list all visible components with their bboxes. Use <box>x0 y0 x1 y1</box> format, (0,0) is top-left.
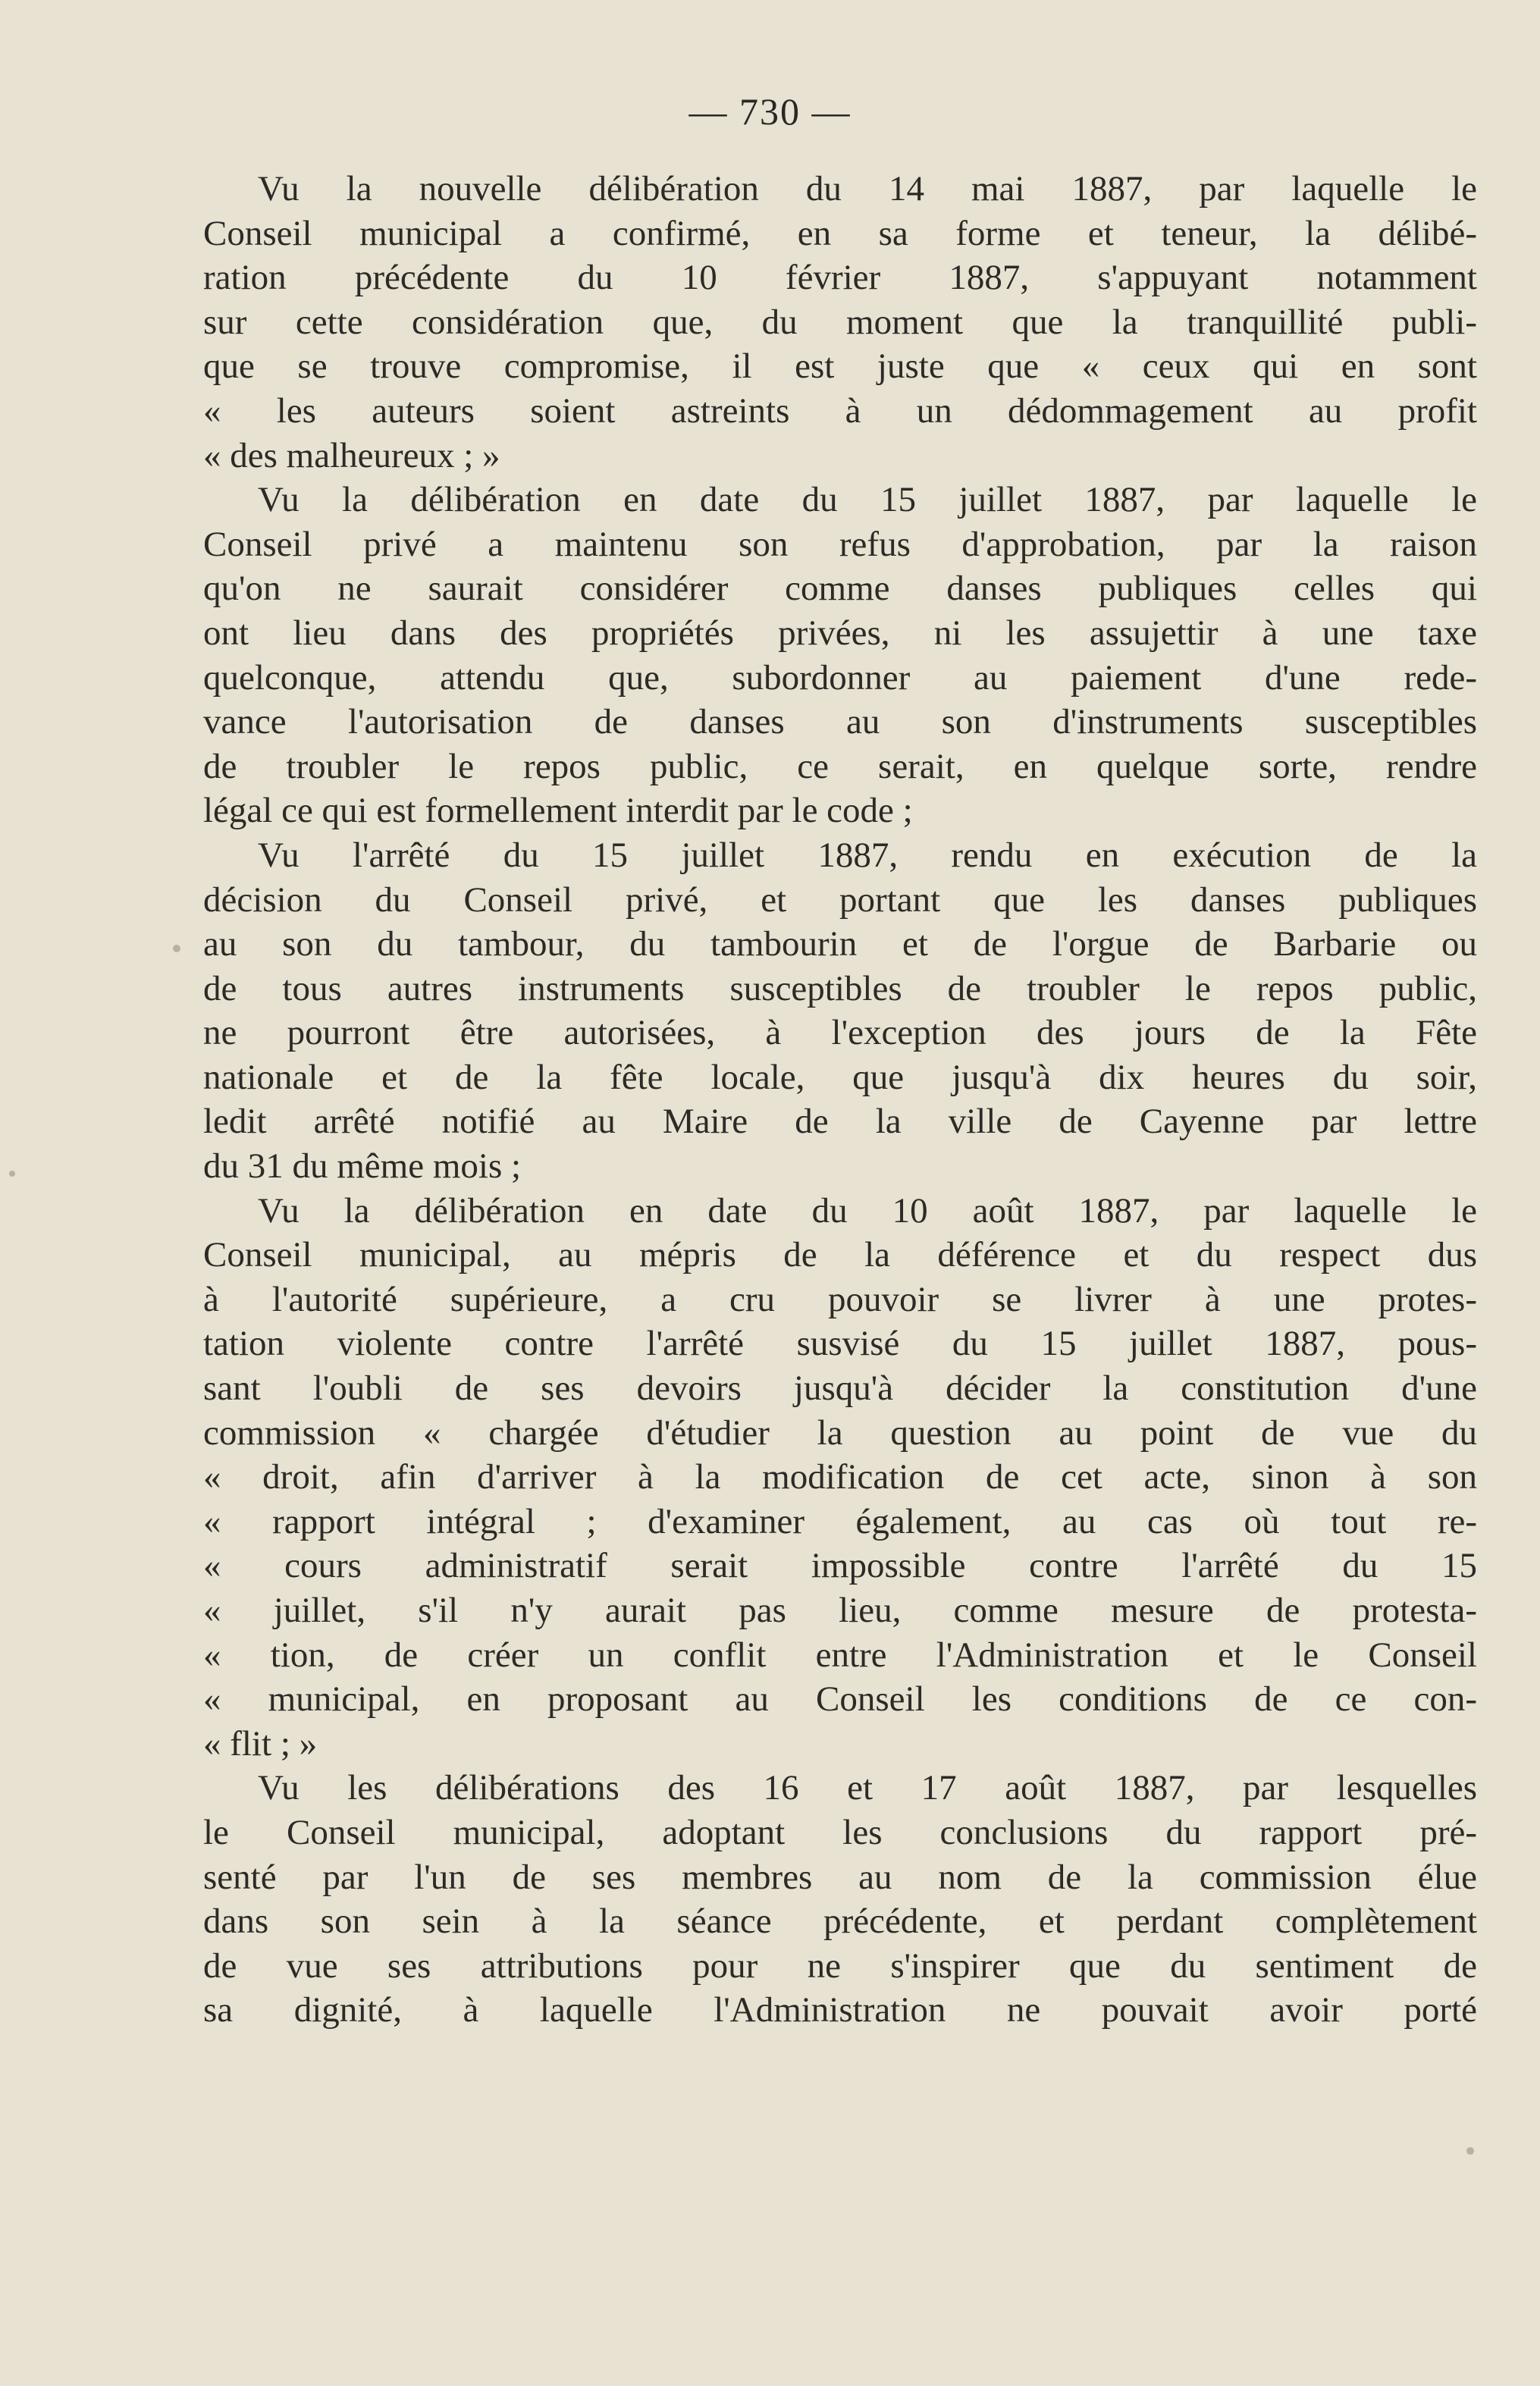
page-number: — 730 — <box>688 90 852 133</box>
margin-mark <box>1466 2147 1474 2155</box>
text-line: « cours administratif serait impossible contre l'arrêté du 15 <box>203 1546 1477 1586</box>
text-line: Vu l'arrêté du 15 juillet 1887, rendu en exécution de la <box>258 835 1477 875</box>
text-line: commission « chargée d'étudier la question au point de vue du <box>203 1412 1477 1453</box>
text-line: au son du tambour, du tambourin et de l'orgue de Barbarie ou <box>203 924 1477 964</box>
margin-mark <box>9 1171 15 1177</box>
text-line: ration précédente du 10 février 1887, s'appuyant notamment <box>203 258 1477 298</box>
text-line: tation violente contre l'arrêté susvisé du 15 juillet 1887, pous- <box>203 1324 1477 1364</box>
text-line: Conseil municipal, au mépris de la déférence et du respect dus <box>203 1235 1477 1275</box>
text-line: Conseil municipal a confirmé, en sa forme et teneur, la délibé- <box>203 213 1477 253</box>
text-line: Vu les délibérations des 16 et 17 août 1887, par lesquelles <box>258 1768 1477 1808</box>
text-line: « juillet, s'il n'y aurait pas lieu, comme mesure de protesta- <box>203 1591 1477 1630</box>
text-line: vance l'autorisation de danses au son d'instruments susceptibles <box>203 702 1477 742</box>
body-text <box>203 167 1477 2033</box>
text-line: Vu la délibération en date du 10 août 1887, par laquelle le <box>258 1190 1477 1231</box>
text-line: ne pourront être autorisées, à l'exception des jours de la Fête <box>203 1013 1477 1053</box>
text-line: ont lieu dans des propriétés privées, ni les assujettir à une taxe <box>203 613 1477 653</box>
text-line: Vu la nouvelle délibération du 14 mai 1887, par laquelle le <box>258 169 1477 209</box>
text-line: à l'autorité supérieure, a cru pouvoir se livrer à une protes- <box>203 1279 1477 1319</box>
text-line: « droit, afin d'arriver à la modification de cet acte, sinon à son <box>203 1457 1477 1497</box>
text-line: sant l'oubli de ses devoirs jusqu'à décider la constitution d'une <box>203 1369 1477 1409</box>
text-line: de tous autres instruments susceptibles de troubler le repos public, <box>203 968 1477 1008</box>
text-line: Conseil privé a maintenu son refus d'approbation, par la raison <box>203 524 1477 564</box>
text-line: de vue ses attributions pour ne s'inspirer que du sentiment de <box>203 1945 1477 1986</box>
text-line: « tion, de créer un conflit entre l'Administration et le Conseil <box>203 1635 1477 1675</box>
text-line: Vu la délibération en date du 15 juillet 1887, par laquelle le <box>258 480 1477 520</box>
text-line: « rapport intégral ; d'examiner également, au cas où tout re- <box>203 1501 1477 1541</box>
text-line: du 31 du même mois ; <box>203 1146 522 1187</box>
text-line: dans son sein à la séance précédente, et perdant complètement <box>203 1902 1477 1942</box>
text-line: sur cette considération que, du moment que la tranquillité publi- <box>203 302 1477 342</box>
text-line: sa dignité, à laquelle l'Administration ne pouvait avoir porté <box>203 1990 1477 2030</box>
text-line: nationale et de la fête locale, que jusqu'à dix heures du soir, <box>203 1057 1477 1097</box>
text-line: que se trouve compromise, il est juste que « ceux qui en sont <box>203 346 1477 387</box>
text-line: « les auteurs soient astreints à un dédommagement au profit <box>203 390 1477 431</box>
text-line: légal ce qui est formellement interdit par le code ; <box>203 791 913 831</box>
text-line: « des malheureux ; » <box>203 435 500 475</box>
text-line: « municipal, en proposant au Conseil les conditions de ce con- <box>203 1679 1477 1720</box>
text-line: senté par l'un de ses membres au nom de la commission élue <box>203 1857 1477 1897</box>
text-line: ledit arrêté notifié au Maire de la ville de Cayenne par lettre <box>203 1102 1477 1142</box>
text-line: « flit ; » <box>203 1723 318 1764</box>
text-line: le Conseil municipal, adoptant les conclusions du rapport pré- <box>203 1812 1477 1852</box>
margin-mark <box>173 945 180 952</box>
text-line: de troubler le repos public, ce serait, en quelque sorte, rendre <box>203 746 1477 786</box>
text-line: décision du Conseil privé, et portant que les danses publiques <box>203 879 1477 920</box>
text-line: qu'on ne saurait considérer comme danses publiques celles qui <box>203 569 1477 609</box>
text-line: quelconque, attendu que, subordonner au paiement d'une rede- <box>203 657 1477 698</box>
